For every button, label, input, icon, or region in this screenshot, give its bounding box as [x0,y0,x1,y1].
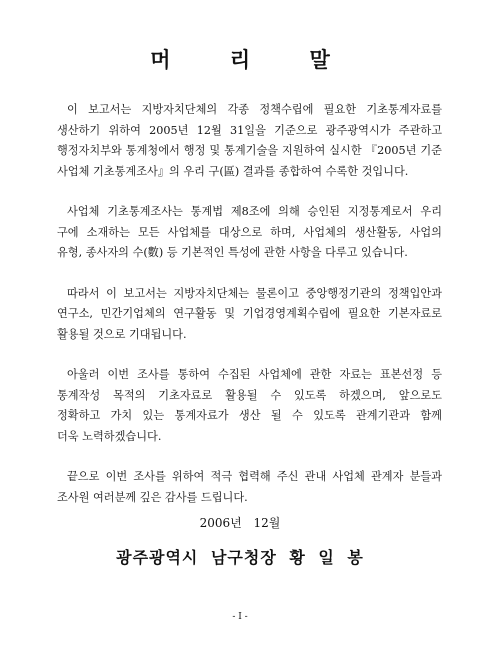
paragraph-line: 사업체 기초통계조사는 통계법 제8조에 의해 승인된 지정통계로서 우리 [67,205,442,218]
paragraph-line: 따라서 이 보고서는 지방자치단체는 물론이고 중앙행정기관의 정책입안과 [67,286,442,300]
document-date: 2006년 12월 [199,516,281,530]
signature-line: 광주광역시 남구청장 황 일 봉 [116,548,364,567]
paragraph-line: 연구소, 민간기업체의 연구활동 및 기업경영계획수립에 필요한 기본자료로 [57,307,442,320]
paragraph-line: 조사원 여러분께 깊은 감사를 드립니다. [57,490,248,504]
paragraph-line: 행정자치부와 통계청에서 행정 및 통계기술을 지원하여 실시한 『2005년 기준 [57,144,442,157]
paragraph-line: 통계작성 목적의 기초자료로 활용될 수 있도록 하겠으며, 앞으로도 [57,388,442,402]
paragraph-line: 끝으로 이번 조사를 위하여 적극 협력해 주신 관내 사업체 관계자 분들과 [67,470,442,483]
page-number: - I - [232,612,248,622]
paragraph-line: 정확하고 가치 있는 통계자료가 생산 될 수 있도록 관계기관과 함께 [57,409,442,422]
paragraph-1 [46,100,442,182]
paragraph-3 [46,284,442,346]
paragraph-4 [46,365,442,447]
paragraph-line: 생산하기 위하여 2005년 12월 31일을 기준으로 광주광역시가 주관하고 [57,123,442,137]
paragraph-line: 더욱 노력하겠습니다. [57,429,162,443]
paragraph-line: 구에 소재하는 모든 사업체를 대상으로 하며, 사업체의 생산활동, 사업의 [57,225,442,239]
paragraph-line: 유형, 종사자의 수(數) 등 기본적인 특성에 관한 사항을 다루고 있습니다. [57,246,408,259]
paragraph-line: 아울러 이번 조사를 통하여 수집된 사업체에 관한 자료는 표본선정 등 [67,368,442,381]
paragraph-line: 이 보고서는 지방자치단체의 각종 정책수립에 필요한 기초통계자료를 [67,103,442,116]
paragraph-line: 활용될 것으로 기대됩니다. [57,327,187,341]
paragraph-5 [46,467,442,508]
paragraph-line: 사업체 기초통계조사』의 우리 구(區) 결과를 종합하여 수록한 것입니다. [57,164,409,178]
page-title: 머 리 말 [150,47,356,72]
preface-body [46,100,442,528]
paragraph-2 [46,202,442,264]
